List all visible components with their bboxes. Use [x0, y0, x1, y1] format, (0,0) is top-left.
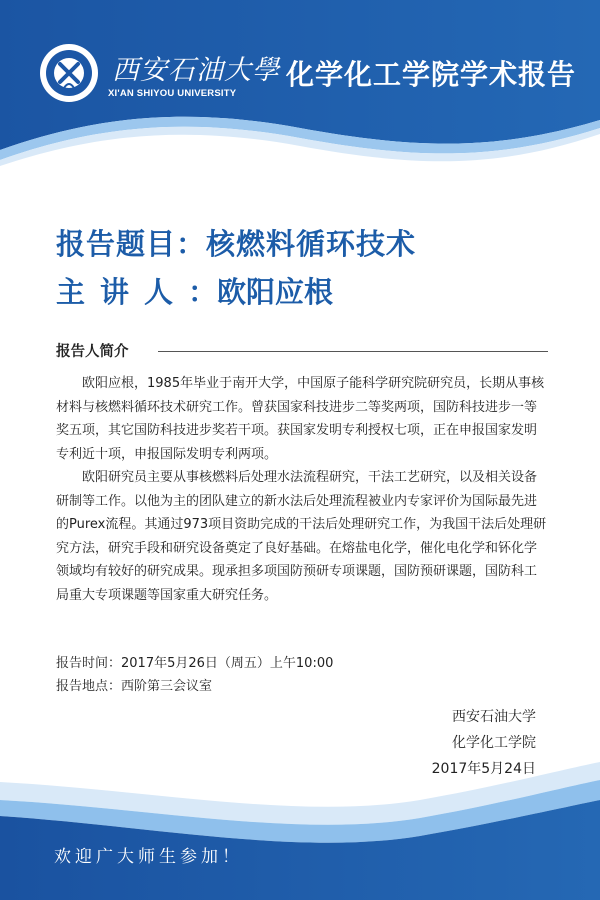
page-title: 化学化工学院学术报告	[286, 58, 577, 91]
report-location: 报告地点：西阶第三会议室	[56, 679, 213, 694]
speaker-biography	[56, 372, 548, 607]
speaker-separator: ：	[188, 275, 218, 309]
header-banner	[0, 0, 600, 170]
university-logo	[40, 44, 98, 102]
report-details	[56, 652, 333, 698]
report-time: 报告时间：2017年5月26日（周五）上午10:00	[56, 656, 334, 671]
signature-date: 2017年5月24日	[431, 761, 536, 777]
intro-heading: 报告人简介	[56, 344, 129, 360]
heading-divider	[158, 351, 548, 352]
bio-paragraph-1: 欧阳应根，1985年毕业于南开大学，中国原子能科学研究院研究员，长期从事核材料与核燃料循环技术研究工作。曾获国家科技进步二等奖两项，国防科技进步一等奖五项，其它国防科技进步奖若干项。获国家发明专利授权七项，正在申报国家发明专利近十项，申报国际发明专利两项。	[56, 376, 545, 462]
footer-banner	[0, 760, 600, 900]
speaker-label: 主讲人	[56, 275, 189, 309]
university-name-en: XI'AN SHIYOU UNIVERSITY	[108, 88, 237, 99]
bio-paragraph-2: 欧阳研究员主要从事核燃料后处理水法流程研究，干法工艺研究，以及相关设备研制等工作。以他为主的团队建立的新水法后处理流程被业内专家评价为国际最先进的Purex流程。其通过973项目资助完成的干法后处理研究工作，为我国干法后处理研究方法，研究手段和研究设备奠定了良好基础。在熔盐电化学，催化电化学和钚化学领域均有较好的研究成果。现承担多项国防预研专项课题，国防预研课题，国防科工局重大专项课题等国家重大研究任务。	[56, 470, 547, 603]
footer-wave-graphic	[0, 760, 600, 900]
signature-dept: 化学化工学院	[452, 735, 536, 751]
topic-value: 核燃料循环技术	[206, 227, 417, 261]
welcome-message: 欢迎广大师生参加！	[54, 847, 243, 867]
speaker-value: 欧阳应根	[217, 275, 334, 309]
report-speaker	[56, 270, 333, 311]
report-topic	[56, 222, 416, 263]
logo-emblem-icon	[40, 44, 98, 102]
topic-label: 报告题目：	[56, 227, 207, 261]
signature-org: 西安石油大学	[452, 709, 536, 725]
university-name-cn: 西安石油大學	[112, 55, 280, 86]
